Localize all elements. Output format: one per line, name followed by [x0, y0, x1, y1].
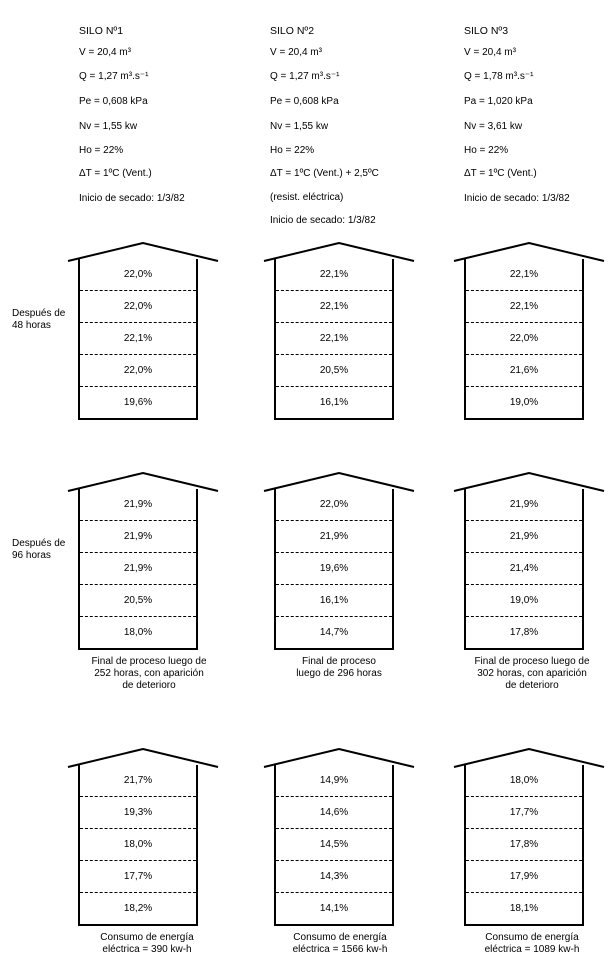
- moisture-layer: 18,0%: [123, 627, 153, 638]
- spec-power: Nv = 1,55 kw: [79, 121, 138, 132]
- spec-pressure: Pa = 1,020 kPa: [464, 96, 533, 107]
- silo-1-title: SILO Nº1: [79, 25, 124, 37]
- spec-pressure: Pe = 0,608 kPa: [79, 96, 148, 107]
- moisture-layer: 21,9%: [80, 489, 196, 521]
- silo-2-title: SILO Nº2: [270, 25, 315, 37]
- spec-flow: Q = 1,27 m³.s⁻¹: [79, 71, 149, 82]
- spec-delta-t: ΔT = 1ºC (Vent.): [79, 168, 152, 179]
- energy-caption: Consumo de energía eléctrica = 1089 kw-h: [484, 932, 580, 955]
- moisture-layer: 17,8%: [509, 627, 539, 638]
- moisture-layer: 17,9%: [466, 861, 582, 893]
- moisture-layer: 22,0%: [276, 489, 392, 521]
- spec-flow: Q = 1,78 m³.s⁻¹: [464, 71, 534, 82]
- moisture-layer: 18,0%: [80, 829, 196, 861]
- spec-volume: V = 20,4 m³: [79, 47, 131, 58]
- final-caption: Final de proceso luego de 252 horas, con aparición de deterioro: [91, 656, 207, 691]
- moisture-layer: 21,4%: [466, 553, 582, 585]
- energy-caption: Consumo de energía eléctrica = 1566 kw-h: [292, 932, 388, 955]
- moisture-layer: 19,3%: [80, 797, 196, 829]
- spec-start-date: Inicio de secado: 1/3/82: [464, 193, 570, 204]
- silo-3-title: SILO Nº3: [464, 25, 509, 37]
- moisture-layer: 17,8%: [466, 829, 582, 861]
- row-label-96h: Después de 96 horas: [12, 538, 66, 561]
- moisture-layer: 21,9%: [466, 521, 582, 553]
- moisture-layer: 16,1%: [319, 397, 349, 408]
- spec-humidity: Ho = 22%: [270, 145, 315, 156]
- moisture-layer: 22,0%: [466, 323, 582, 355]
- spec-start-date: Inicio de secado: 1/3/82: [270, 215, 376, 226]
- moisture-layer: 14,7%: [319, 627, 349, 638]
- moisture-layer: 22,0%: [80, 355, 196, 387]
- spec-humidity: Ho = 22%: [79, 145, 124, 156]
- moisture-layer: 21,7%: [80, 765, 196, 797]
- moisture-layer: 18,1%: [509, 903, 539, 914]
- moisture-layer: 18,0%: [466, 765, 582, 797]
- energy-caption: Consumo de energía eléctrica = 390 kw-h: [100, 932, 194, 955]
- spec-delta-t: ΔT = 1ºC (Vent.) + 2,5ºC: [270, 168, 379, 179]
- spec-delta-t-note: (resist. eléctrica): [270, 192, 344, 203]
- moisture-layer: 22,0%: [80, 291, 196, 323]
- spec-delta-t: ΔT = 1ºC (Vent.): [464, 168, 537, 179]
- moisture-layer: 14,6%: [276, 797, 392, 829]
- spec-volume: V = 20,4 m³: [464, 47, 516, 58]
- spec-pressure: Pe = 0,608 kPa: [270, 96, 339, 107]
- spec-flow: Q = 1,27 m³.s⁻¹: [270, 71, 340, 82]
- moisture-layer: 20,5%: [276, 355, 392, 387]
- moisture-layer: 21,9%: [80, 521, 196, 553]
- moisture-layer: 14,9%: [276, 765, 392, 797]
- moisture-layer: 14,3%: [276, 861, 392, 893]
- moisture-layer: 22,1%: [276, 323, 392, 355]
- moisture-layer: 21,9%: [466, 489, 582, 521]
- moisture-layer: 18,2%: [123, 903, 153, 914]
- moisture-layer: 19,6%: [276, 553, 392, 585]
- moisture-layer: 22,1%: [276, 259, 392, 291]
- moisture-layer: 22,0%: [80, 259, 196, 291]
- spec-volume: V = 20,4 m³: [270, 47, 322, 58]
- moisture-layer: 17,7%: [466, 797, 582, 829]
- moisture-layer: 16,1%: [276, 585, 392, 617]
- spec-power: Nv = 3,61 kw: [464, 121, 523, 132]
- moisture-layer: 14,5%: [276, 829, 392, 861]
- moisture-layer: 21,9%: [80, 553, 196, 585]
- final-caption: Final de proceso luego de 302 horas, con aparición de deterioro: [474, 656, 590, 691]
- moisture-layer: 20,5%: [80, 585, 196, 617]
- moisture-layer: 14,1%: [319, 903, 349, 914]
- moisture-layer: 17,7%: [80, 861, 196, 893]
- spec-start-date: Inicio de secado: 1/3/82: [79, 193, 185, 204]
- moisture-layer: 21,9%: [276, 521, 392, 553]
- spec-humidity: Ho = 22%: [464, 145, 509, 156]
- moisture-layer: 22,1%: [276, 291, 392, 323]
- moisture-layer: 22,1%: [80, 323, 196, 355]
- row-label-48h: Después de 48 horas: [12, 308, 66, 331]
- moisture-layer: 22,1%: [466, 259, 582, 291]
- moisture-layer: 19,0%: [466, 585, 582, 617]
- moisture-layer: 19,6%: [123, 397, 153, 408]
- spec-power: Nv = 1,55 kw: [270, 121, 329, 132]
- moisture-layer: 21,6%: [466, 355, 582, 387]
- final-caption: Final de proceso luego de 296 horas: [296, 656, 382, 679]
- moisture-layer: 22,1%: [466, 291, 582, 323]
- moisture-layer: 19,0%: [509, 397, 539, 408]
